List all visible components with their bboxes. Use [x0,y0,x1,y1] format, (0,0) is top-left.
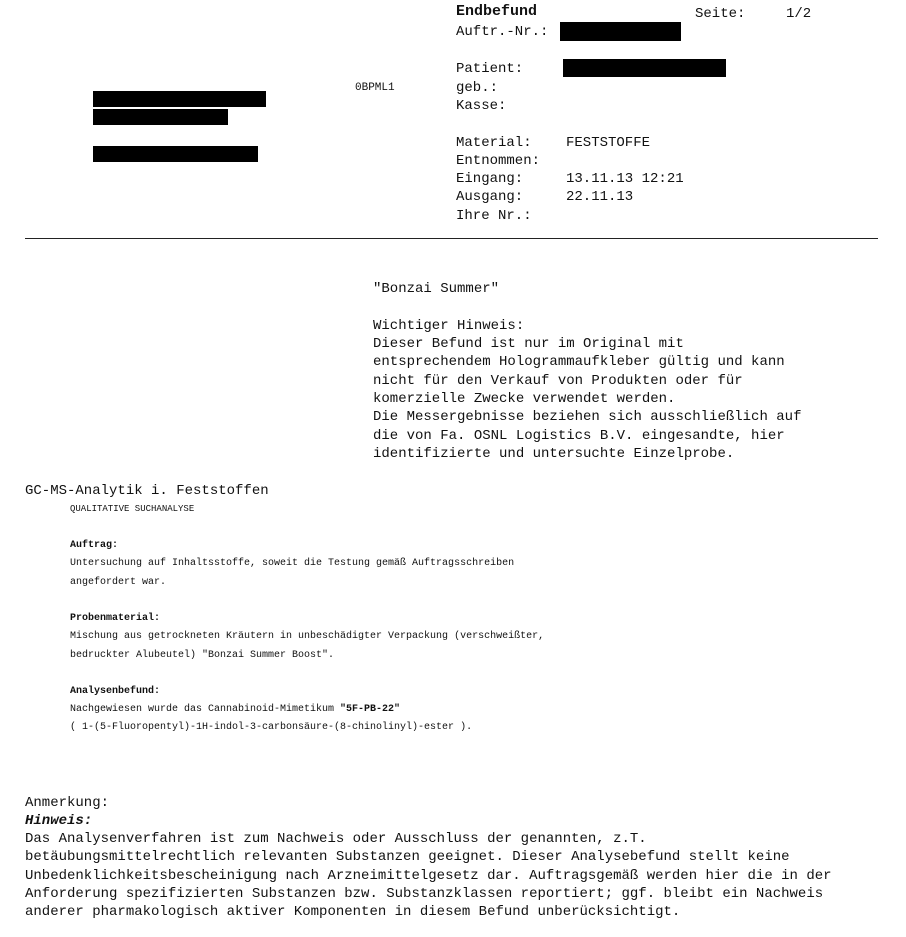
notice-title: Wichtiger Hinweis: [373,318,525,334]
header-divider [25,238,878,239]
eingang-value: 13.11.13 12:21 [566,171,684,187]
sample-name: "Bonzai Summer" [373,281,500,297]
befund-formula: ( 1-(5-Fluoropentyl)-1H-indol-3-carbonsäure-(8-chinolinyl)-ester ). [70,722,473,733]
remarks-title: Anmerkung: [25,795,110,811]
ausgang-value: 22.11.13 [566,189,634,205]
redacted-address-line-2 [93,109,228,125]
auftr-label: Auftr.-Nr.: [456,24,549,40]
material-value: FESTSTOFFE [566,135,651,151]
probe-text: Mischung aus getrockneten Kräutern in unbeschädigter Verpackung (verschweißter, [70,631,545,642]
geb-label: geb.: [456,80,499,96]
notice-line: entsprechendem Hologrammaufkleber gültig und kann [373,354,785,370]
probe-label: Probenmaterial: [70,613,161,624]
notice-line: Die Messergebnisse beziehen sich ausschließlich auf [373,409,802,425]
notice-line: identifizierte und untersuchte Einzelprobe. [373,446,735,462]
eingang-label: Eingang: [456,171,524,187]
ihre-nr-label: Ihre Nr.: [456,208,532,224]
patient-label: Patient: [456,61,524,77]
analysis-subheading: QUALITATIVE SUCHANALYSE [70,504,195,514]
report-title: Endbefund [456,3,538,20]
auftrag-text: Untersuchung auf Inhaltsstoffe, soweit die Testung gemäß Auftragsschreiben [70,558,515,569]
page-value: 1/2 [786,6,812,22]
redacted-address-line-1 [93,91,266,107]
probe-text: bedruckter Alubeutel) "Bonzai Summer Boost". [70,650,335,661]
befund-text-prefix: Nachgewiesen wurde das Cannabinoid-Mimetikum [70,704,341,715]
befund-label: Analysenbefund: [70,686,161,697]
entnommen-label: Entnommen: [456,153,541,169]
redacted-patient [563,59,726,77]
page-label: Seite: [695,6,746,22]
redacted-order-number [560,22,681,41]
ausgang-label: Ausgang: [456,189,524,205]
notice-line: Dieser Befund ist nur im Original mit [373,336,684,352]
auftrag-label: Auftrag: [70,540,119,551]
befund-compound: "5F-PB-22" [340,704,401,715]
remarks-hint-label: Hinweis: [25,813,93,829]
analysis-heading: GC-MS-Analytik i. Feststoffen [25,483,269,499]
redacted-address-line-3 [93,146,258,162]
notice-line: die von Fa. OSNL Logistics B.V. eingesandte, hier [373,428,785,444]
material-label: Material: [456,135,532,151]
notice-line: komerzielle Zwecke verwendet werden. [373,391,676,407]
remarks-text: Das Analysenverfahren ist zum Nachweis oder Ausschluss der genannten, z.T. betäubungsmittelrechtlich relevanten Substanzen geeignet. Dieser Analysebefund stellt keine Unbedenklichkeitsbescheinigung nach Arzneimittelgesetz dar. Auftragsgemäß werden hier die in der Anforderung spezifizierten Substanzen bzw. Substanzklassen reportiert; ggf. bleibt ein Nachweis anderer pharmakologisch aktiver Komponenten in diesem Befund unberücksichtigt. [25,831,832,921]
befund-text [70,704,400,715]
client-code: 0BPML1 [355,82,395,94]
kasse-label: Kasse: [456,98,507,114]
auftrag-text: angefordert war. [70,577,167,588]
notice-line: nicht für den Verkauf von Produkten oder für [373,373,743,389]
